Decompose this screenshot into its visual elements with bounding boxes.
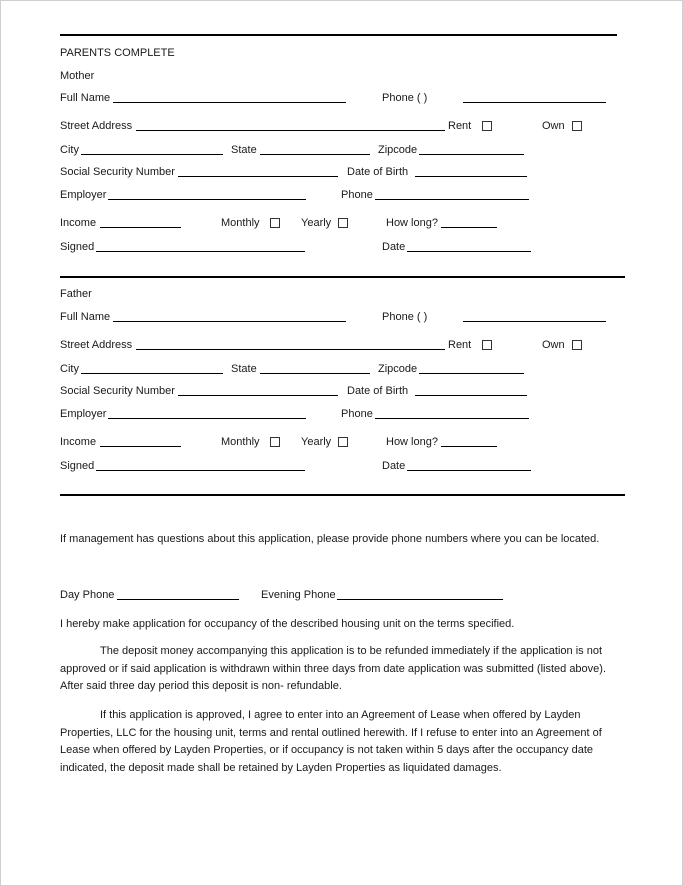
mother-own-checkbox[interactable] [572, 121, 582, 131]
father-own-checkbox[interactable] [572, 340, 582, 350]
father-street-address-field[interactable] [136, 349, 445, 350]
zipcode-label: Zipcode [378, 144, 418, 156]
father-how-long-field[interactable] [441, 446, 497, 447]
mother-employer-field[interactable] [108, 199, 306, 200]
income-label: Income [60, 436, 97, 448]
section-divider [60, 276, 625, 278]
mother-street-address-field[interactable] [136, 130, 445, 131]
dob-label: Date of Birth [347, 385, 409, 397]
rent-label: Rent [448, 120, 472, 132]
evening-phone-label: Evening Phone [261, 589, 336, 601]
bottom-rule [60, 494, 625, 496]
approval-paragraph [60, 707, 624, 777]
date-label: Date [382, 241, 406, 253]
zipcode-label: Zipcode [378, 363, 418, 375]
day-phone-label: Day Phone [60, 589, 115, 601]
father-heading: Father [60, 288, 92, 300]
father-ssn-field[interactable] [178, 395, 338, 396]
father-state-field[interactable] [260, 373, 370, 374]
monthly-label: Monthly [221, 436, 260, 448]
employer-label: Employer [60, 408, 107, 420]
mother-date-field[interactable] [407, 251, 531, 252]
top-rule [60, 34, 617, 36]
own-label: Own [542, 339, 565, 351]
date-label: Date [382, 460, 406, 472]
yearly-label: Yearly [301, 436, 332, 448]
city-label: City [60, 363, 79, 375]
father-yearly-checkbox[interactable] [338, 437, 348, 447]
ssn-label: Social Security Number [60, 385, 175, 397]
state-label: State [231, 144, 257, 156]
father-full-name-field[interactable] [113, 321, 346, 322]
father-employer-field[interactable] [108, 418, 306, 419]
ssn-label: Social Security Number [60, 166, 175, 178]
father-signature-field[interactable] [96, 470, 305, 471]
phone-label: Phone ( ) [382, 92, 428, 104]
mother-yearly-checkbox[interactable] [338, 218, 348, 228]
city-label: City [60, 144, 79, 156]
mother-phone-field[interactable] [463, 102, 606, 103]
mother-state-field[interactable] [260, 154, 370, 155]
mother-city-field[interactable] [81, 154, 223, 155]
deposit-paragraph-text: The deposit money accompanying this application is to be refunded immediately if the application is not approved or if said application is withdrawn within three days from date application was submitted (listed above). After said three day period this deposit is non- refundable. [60, 645, 607, 692]
mother-dob-field[interactable] [415, 176, 527, 177]
mother-signature-field[interactable] [96, 251, 305, 252]
street-address-label: Street Address [60, 120, 133, 132]
how-long-label: How long? [386, 436, 438, 448]
employer-label: Employer [60, 189, 107, 201]
mother-how-long-field[interactable] [441, 227, 497, 228]
signed-label: Signed [60, 460, 95, 472]
income-label: Income [60, 217, 97, 229]
application-statement: I hereby make application for occupancy of the described housing unit on the terms specified. [60, 618, 515, 630]
father-income-field[interactable] [100, 446, 181, 447]
full-name-label: Full Name [60, 311, 111, 323]
mother-employer-phone-field[interactable] [375, 199, 529, 200]
mother-monthly-checkbox[interactable] [270, 218, 280, 228]
own-label: Own [542, 120, 565, 132]
employer-phone-label: Phone [341, 189, 373, 201]
signed-label: Signed [60, 241, 95, 253]
father-phone-field[interactable] [463, 321, 606, 322]
father-zipcode-field[interactable] [419, 373, 524, 374]
approval-paragraph-text: If this application is approved, I agree to enter into an Agreement of Lease when offered by Layden Properties, LLC for the housing unit, terms and rental outlined herewith. If I refuse to enter into an Agreement of Lease when offered by Layden Properties, or if occupancy is not taken within 5 days after the occupancy date indicated, the deposit made shall be retained by Layden Properties as liquidated damages. [60, 709, 602, 774]
mother-ssn-field[interactable] [178, 176, 338, 177]
mother-full-name-field[interactable] [113, 102, 346, 103]
state-label: State [231, 363, 257, 375]
monthly-label: Monthly [221, 217, 260, 229]
mother-heading: Mother [60, 70, 95, 82]
father-date-field[interactable] [407, 470, 531, 471]
street-address-label: Street Address [60, 339, 133, 351]
father-dob-field[interactable] [415, 395, 527, 396]
management-note: If management has questions about this application, please provide phone numbers where you can be located. [60, 533, 600, 545]
mother-zipcode-field[interactable] [419, 154, 524, 155]
evening-phone-field[interactable] [337, 599, 503, 600]
how-long-label: How long? [386, 217, 438, 229]
full-name-label: Full Name [60, 92, 111, 104]
employer-phone-label: Phone [341, 408, 373, 420]
father-employer-phone-field[interactable] [375, 418, 529, 419]
yearly-label: Yearly [301, 217, 332, 229]
dob-label: Date of Birth [347, 166, 409, 178]
father-rent-checkbox[interactable] [482, 340, 492, 350]
father-monthly-checkbox[interactable] [270, 437, 280, 447]
day-phone-field[interactable] [117, 599, 239, 600]
deposit-paragraph [60, 643, 624, 696]
mother-rent-checkbox[interactable] [482, 121, 492, 131]
father-city-field[interactable] [81, 373, 223, 374]
phone-label: Phone ( ) [382, 311, 428, 323]
rent-label: Rent [448, 339, 472, 351]
mother-income-field[interactable] [100, 227, 181, 228]
section-heading: PARENTS COMPLETE [60, 47, 175, 59]
